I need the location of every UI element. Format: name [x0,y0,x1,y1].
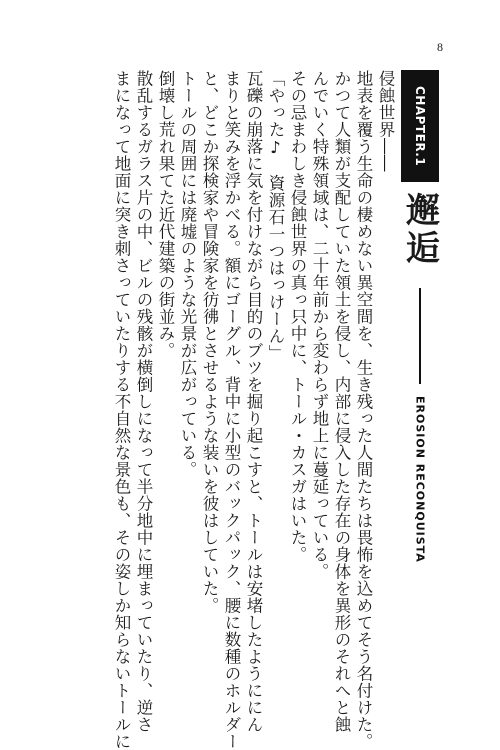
text-line: と、どこか探検家や冒険家を彷彿とさせるような装いを彼はしていた。 [200,70,219,614]
text-line: かつて人類が支配していた領土を侵し、内部に侵入した存在の身体を異形のそれへと蝕 [332,70,351,733]
text-line: んでいく特殊領域は、二十年前から変わらず地上に蔓延っている。 [310,70,329,580]
text-line: 地表を覆う生命の棲めない異空間を、生き残った人間たちは畏怖を込めてそう名付けた。 [354,70,373,750]
series-title: EROSION RECONQUISTA [413,396,427,563]
chapter-header [400,70,440,655]
body-text [108,70,396,750]
text-line: 散乱するガラス片の中、ビルの残骸が横倒しになって半分地中に埋まっていたり、逆さ [134,70,153,733]
chapter-label: CHAPTER.1 [413,85,427,167]
text-line: その忌まわしき侵蝕世界の真っ只中に、トール・カスガはいた。 [288,70,307,563]
chapter-divider [419,288,421,384]
text-line: まりと笑みを浮かべる。額にゴーグル、背中に小型のバックパック、腰に数種のホルダー [222,70,241,750]
text-line: 「やった♪ 資源石一つはっけーん」 [266,70,285,362]
chapter-label-box [401,70,439,182]
text-line: トールの周囲には廃墟のような光景が広がっている。 [178,70,197,478]
text-line: 瓦礫の崩落に気を付けながら目的のブツを掘り起こすと、トールは安堵したようににん [244,70,263,733]
text-line: 倒壊し荒れ果てた近代建築の街並み。 [156,70,175,359]
chapter-title: 邂逅 [399,192,440,268]
page-number: 8 [437,40,443,54]
text-line: まになって地面に突き刺さっていたりする不自然な景色も、その姿しか知らないトールに [112,70,131,750]
text-line: 侵蝕世界―― [376,70,395,172]
